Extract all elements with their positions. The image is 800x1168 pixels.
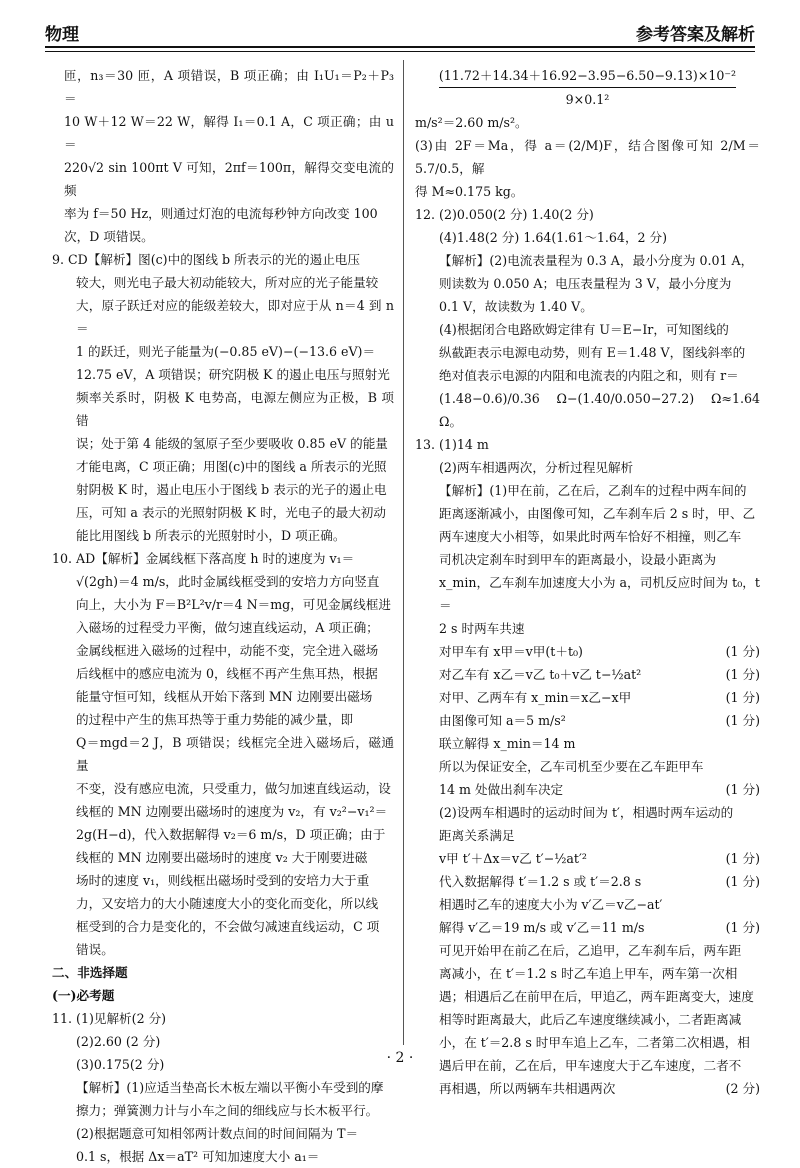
text-line: 线框的 MN 边刚要出磁场时的速度 v₂ 大于刚要进磁 [76, 850, 368, 865]
text-line: 遇；相遇后乙在前甲在后，甲追乙，两车距离变大，速度 [439, 989, 754, 1004]
text-line: 射阴极 K 时，遏止电压小于图线 b 表示的光子的遏止电 [76, 482, 387, 497]
equation-text: 相遇时乙车的速度大小为 v′乙＝v乙−at′ [439, 897, 663, 912]
text-line: 才能电离，C 项正确；用图(c)中的图线 a 所表示的光照 [76, 459, 387, 474]
text-line: (2)两车相遇两次，分析过程见解析 [439, 460, 634, 475]
equation-text: 对甲、乙两车有 x_min＝x乙−x甲 [439, 690, 632, 705]
score-label: (2 分) [725, 1081, 760, 1096]
score-label: (1 分) [725, 920, 760, 935]
text-line: 入磁场的过程受力平衡，做匀速直线运动，A 项正确； [76, 620, 379, 635]
text-line: 14 m 处做出刹车决定 [439, 782, 564, 797]
text-line: 12. (2)0.050(2 分) 1.40(2 分) [415, 207, 594, 222]
text-line: (1.48−0.6)/0.36 Ω−(1.40/0.050−27.2) Ω≈1.64 Ω。 [439, 391, 760, 429]
text-line: (2)设两车相遇时的运动时间为 t′，相遇时两车运动的 [439, 805, 734, 820]
text-line: 得 M≈0.175 kg。 [415, 184, 524, 199]
equation-row [415, 778, 760, 801]
text-line: 擦力；弹簧测力计与小车之间的细线应与长木板平行。 [76, 1103, 379, 1118]
text-line: 不变，没有感应电流，只受重力，做匀加速直线运动，设 [76, 781, 391, 796]
text-line: 次，D 项错误。 [64, 229, 154, 244]
text-line: (3)0.175(2 分) [76, 1057, 165, 1072]
text-line: 0.1 s，根据 Δx＝aT² 可知加速度大小 a₁＝ [76, 1149, 320, 1164]
equation-text: 解得 v′乙＝19 m/s 或 v′乙＝11 m/s [439, 920, 645, 935]
text-line: 向上，大小为 F＝B²L²v/r＝4 N＝mg，可见金属线框进 [76, 597, 391, 612]
text-line: 0.1 V，故读数为 1.40 V。 [439, 299, 593, 314]
text-line: 【解析】(2)电流表量程为 0.3 A，最小分度为 0.01 A， [439, 253, 754, 268]
equation-text: v甲 t′＋Δx＝v乙 t′−½at′² [439, 851, 587, 866]
text-line: 【解析】(1)应适当垫高长木板左端以平衡小车受到的摩 [76, 1080, 384, 1095]
text-line: 线框的 MN 边刚要出磁场时的速度为 v₂，有 v₂²−v₁²＝ [76, 804, 388, 819]
score-label: (1 分) [725, 667, 760, 682]
text-line: 1 的跃迁，则光子能量为(−0.85 eV)−(−13.6 eV)＝ [76, 344, 376, 359]
page-header [45, 12, 755, 48]
text-line: 距离逐渐减小，由图像可知，乙车刹车后 2 s 时，甲、乙 [439, 506, 756, 521]
text-line: 的过程中产生的焦耳热等于重力势能的减少量，即 [76, 712, 354, 727]
text-line: 距离关系满足 [439, 828, 515, 843]
text-line: 10. AD【解析】金属线框下落高度 h 时的速度为 v₁＝ [52, 551, 355, 566]
text-line: 两车速度大小相等，如果此时两车恰好不相撞，则乙车 [439, 529, 742, 544]
text-line: Q＝mgd＝2 J，B 项错误；线框完全进入磁场后，磁通量 [76, 735, 394, 773]
text-line: 2 s 时两车共速 [439, 621, 525, 636]
text-line: (2)2.60 (2 分) [76, 1034, 161, 1049]
equation-row [415, 916, 760, 939]
header-rule [45, 51, 755, 52]
text-line: 13. (1)14 m [415, 437, 489, 452]
equation-row [415, 847, 760, 870]
equation-text: 代入数据解得 t′＝1.2 s 或 t′＝2.8 s [439, 874, 642, 889]
text-line: 匝，n₃＝30 匝，A 项错误，B 项正确；由 I₁U₁＝P₂＋P₃＝ [64, 68, 394, 106]
text-line: 11. (1)见解析(2 分) [52, 1011, 167, 1026]
text-line: 错误。 [76, 942, 114, 957]
text-line: 离减小，在 t′＝1.2 s 时乙车追上甲车，两车第一次相 [439, 966, 738, 981]
text-line: 【解析】(1)甲在前，乙在后，乙刹车的过程中两车间的 [439, 483, 747, 498]
text-line: (4)1.48(2 分) 1.64(1.61～1.64，2 分) [439, 230, 668, 245]
fraction-denominator: 9×0.1² [565, 92, 610, 107]
equation-row [415, 663, 760, 686]
text-line: 12.75 eV，A 项错误；研究阴极 K 的遏止电压与照射光 [76, 367, 390, 382]
score-label: (1 分) [725, 851, 760, 866]
fraction-numerator: (11.72＋14.34＋16.92−3.95−6.50−9.13)×10⁻² [439, 64, 736, 88]
score-label: (1 分) [725, 874, 760, 889]
column-divider [403, 60, 404, 1045]
text-line: 则读数为 0.050 A；电压表量程为 3 V，最小分度为 [439, 276, 732, 291]
text-line: 后线框中的感应电流为 0，线框不再产生焦耳热，根据 [76, 666, 378, 681]
text-line: (3)由 2F＝Ma，得 a＝(2/M)F，结合图像可知 2/M＝5.7/0.5，解 [415, 138, 760, 176]
equation-row [415, 640, 760, 663]
equation-row [415, 686, 760, 709]
fraction-expression [415, 64, 760, 111]
text-line: 司机决定刹车时到甲车的距离最小，设最小距离为 [439, 552, 717, 567]
text-line: 金属线框进入磁场的过程中，动能不变，完全进入磁场 [76, 643, 379, 658]
subject-title: 物理 [45, 25, 79, 45]
text-line: x_min，乙车刹车加速度大小为 a，司机反应时间为 t₀，t＝ [439, 575, 760, 613]
text-line: 误；处于第 4 能级的氢原子至少要吸收 0.85 eV 的能量 [76, 436, 388, 451]
equation-text: 对甲车有 x甲＝v甲(t＋t₀) [439, 644, 583, 659]
page-number: · 2 · [386, 1050, 414, 1066]
text-line: 较大，则光电子最大初动能较大，所对应的光子能量较 [76, 275, 379, 290]
text-line: 绝对值表示电源的内阻和电流表的内阻之和，则有 r＝ [439, 368, 739, 383]
text-line: 场时的速度 v₁，则线框出磁场时受到的安培力大于重 [76, 873, 370, 888]
equation-text: 由图像可知 a＝5 m/s² [439, 713, 566, 728]
section-title: 参考答案及解析 [636, 25, 755, 45]
text-line: 大，原子跃迁对应的能级差较大，即对应于从 n＝4 到 n＝ [76, 298, 394, 336]
section-heading: 二、非选择题 [52, 965, 128, 980]
text-line: 框受到的合力是变化的，不会做匀减速直线运动，C 项 [76, 919, 380, 934]
equation-row [415, 893, 760, 916]
text-line: 纵截距表示电源电动势，则有 E＝1.48 V，图线斜率的 [439, 345, 746, 360]
text-line: m/s²＝2.60 m/s²。 [415, 115, 528, 130]
subsection-heading: (一)必考题 [52, 988, 115, 1003]
text-line: 率为 f＝50 Hz，则通过灯泡的电流每秒钟方向改变 100 [64, 206, 378, 221]
equation-row [415, 1077, 760, 1100]
text-line: 压，可知 a 表示的光照射阴极 K 时，光电子的最大初动 [76, 505, 386, 520]
text-line: 能比用图线 b 所表示的光照射时小，D 项正确。 [76, 528, 346, 543]
text-line: (2)根据题意可知相邻两计数点间的时间间隔为 T＝ [76, 1126, 359, 1141]
text-line: 小，在 t′＝2.8 s 时甲车追上乙车，二者第二次相遇，相 [439, 1035, 750, 1050]
text-line: 联立解得 x_min＝14 m [439, 736, 576, 751]
text-line: 频率关系时，阴极 K 电势高，电源左侧应为正极，B 项错 [76, 390, 394, 428]
score-label: (1 分) [725, 644, 760, 659]
right-column [415, 64, 760, 1100]
text-line: 10 W＋12 W＝22 W，解得 I₁＝0.1 A，C 项正确；由 u＝ [64, 114, 394, 152]
text-line: 能量守恒可知，线框从开始下落到 MN 边刚要出磁场 [76, 689, 373, 704]
text-line: 所以为保证安全，乙车司机至少要在乙车距甲车 [439, 759, 704, 774]
text-line: 可见开始甲在前乙在后，乙追甲，乙车刹车后，两车距 [439, 943, 742, 958]
text-line: 2g(H−d)，代入数据解得 v₂＝6 m/s，D 项正确；由于 [76, 827, 386, 842]
text-line: (4)根据闭合电路欧姆定律有 U＝E−Ir，可知图线的 [439, 322, 729, 337]
text-line: 力，又安培力的大小随速度大小的变化而变化，所以线 [76, 896, 379, 911]
text-line: 相等时距离最大，此后乙车速度继续减小，二者距离减 [439, 1012, 742, 1027]
text-line: 9. CD【解析】图(c)中的图线 b 所表示的光的遏止电压 [52, 252, 360, 267]
text-line: 遇后甲在前，乙在后，甲车速度大于乙车速度，二者不 [439, 1058, 742, 1073]
text-line: 再相遇，所以两辆车共相遇两次 [439, 1081, 616, 1096]
text-line: √(2gh)＝4 m/s，此时金属线框受到的安培力方向竖直 [76, 574, 380, 589]
score-label: (1 分) [725, 782, 760, 797]
left-column [52, 64, 394, 1168]
text-line: 220√2 sin 100πt V 可知，2πf＝100π，解得交变电流的频 [64, 160, 394, 198]
equation-row [415, 709, 760, 732]
score-label: (1 分) [725, 713, 760, 728]
equation-row [415, 870, 760, 893]
equation-text: 对乙车有 x乙＝v乙 t₀＋v乙 t−½at² [439, 667, 642, 682]
score-label: (1 分) [725, 690, 760, 705]
